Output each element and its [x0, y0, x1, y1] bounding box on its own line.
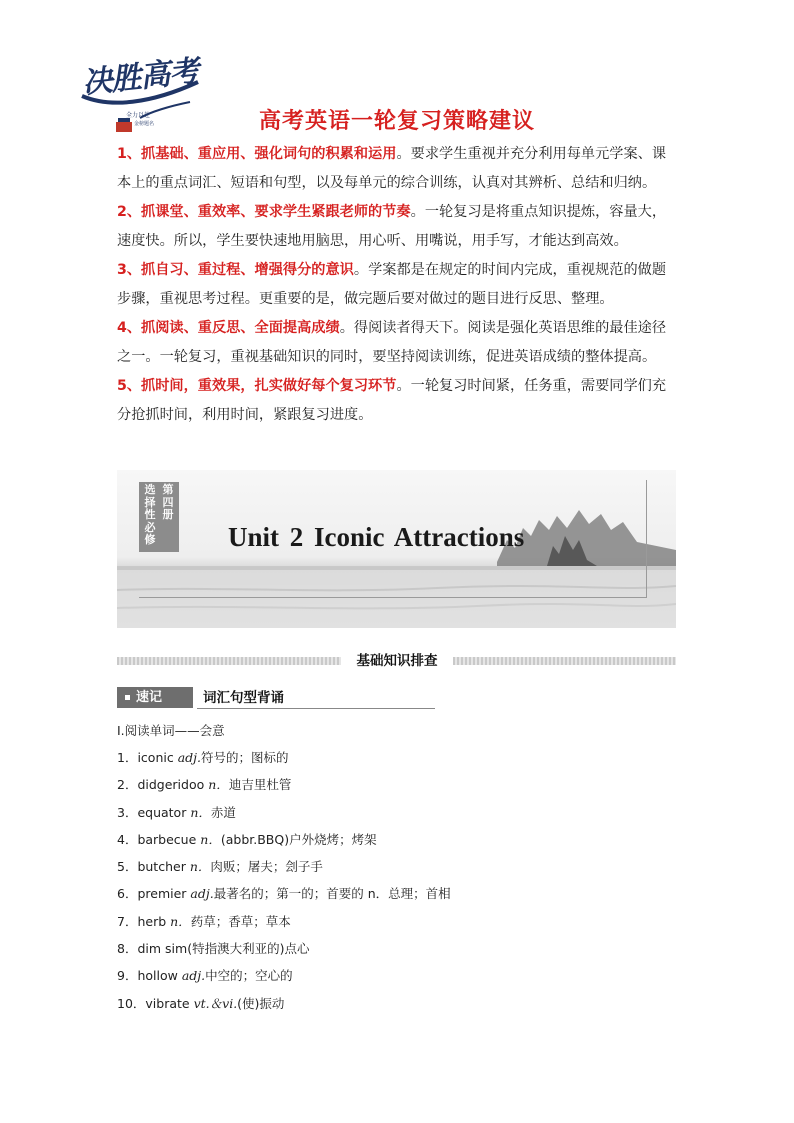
vocab-pos: adj.	[181, 968, 206, 984]
strategy-text: 。一轮复习是将重点知识提炼，容量大，速度快。所以，学生要快速地用脑思，用心听、用嘴说，用手写，才能达到高效。	[117, 204, 667, 249]
vocab-pos: n．	[190, 804, 211, 820]
vocab-number: 5．	[117, 859, 138, 875]
book-tag	[139, 482, 179, 552]
unit-title: Unit 2 Iconic Attractions	[228, 522, 525, 552]
strategy-list	[117, 140, 680, 430]
vocab-word: hollow	[137, 968, 182, 984]
vocab-meaning: (使)振动	[237, 995, 285, 1011]
vocab-pos: n．	[200, 831, 221, 847]
vocab-number: 3．	[117, 804, 138, 820]
book-tag-volume: 第四册	[162, 483, 174, 521]
strategy-item	[117, 140, 680, 198]
vocab-word: didgeridoo	[137, 777, 209, 793]
strategy-text: 。一轮复习时间紧，任务重，需要同学们充分抢抓时间，利用时间，紧跟复习进度。	[117, 378, 667, 423]
vocab-heading: Ⅰ.阅读单词——会意	[117, 723, 225, 738]
vocab-word: iconic	[137, 750, 178, 765]
vocab-word: herb	[137, 913, 171, 929]
vocab-number: 8．	[117, 941, 138, 957]
strategy-item	[117, 314, 680, 372]
vocab-pos: n．	[170, 913, 191, 929]
strategy-highlight: 2、抓课堂、重效率、要求学生紧跟老师的节奏	[117, 204, 411, 220]
logo-slogan-1: 全力以赴	[126, 112, 151, 119]
subsection-header	[117, 686, 435, 710]
vocab-item	[117, 966, 677, 993]
square-bullet-icon	[125, 695, 130, 700]
subsection-badge	[117, 687, 193, 708]
vocab-pos: n．	[189, 859, 211, 875]
vocab-item	[117, 994, 677, 1021]
vocab-word: equator	[137, 804, 191, 820]
vocab-pos: vt.＆vi.	[193, 995, 238, 1011]
vocab-pos: n．	[208, 777, 229, 793]
vocab-word: butcher	[137, 859, 190, 875]
vocab-number: 10．	[117, 995, 146, 1011]
vocab-meaning: 赤道	[210, 804, 236, 820]
section-label: 基础知识排查	[341, 651, 453, 671]
strategy-text: 。要求学生重视并充分利用每单元学案、课本上的重点词汇、短语和句型，以及每单元的综合训练，认真对其辨析、总结和归纳。	[117, 146, 667, 191]
vocab-item	[117, 775, 677, 802]
vocab-meaning: (特指澳大利亚的)点心	[187, 941, 310, 957]
strategy-text: 。学案都是在规定的时间内完成，重视规范的做题步骤，重视思考过程。更重要的是，做完题后要对做过的题目进行反思、整理。	[117, 262, 667, 307]
vocab-meaning: 药草；香草；草本	[190, 913, 291, 929]
book-tag-series: 选择性必修	[144, 483, 156, 546]
strategy-highlight: 5、抓时间，重效果，扎实做好每个复习环节	[117, 378, 397, 394]
vocab-item	[117, 939, 677, 966]
vocab-number: 1．	[117, 750, 138, 765]
vocab-word: dim sim	[137, 941, 188, 957]
vocab-item	[117, 830, 677, 857]
vocab-meaning: 中空的；空心的	[205, 968, 293, 984]
strategy-item	[117, 256, 680, 314]
strategy-item	[117, 198, 680, 256]
vocab-list	[117, 748, 677, 1021]
strategy-item	[117, 372, 680, 430]
strategy-highlight: 3、抓自习、重过程、增强得分的意识	[117, 262, 354, 278]
vocab-item	[117, 884, 677, 911]
vocab-number: 4．	[117, 831, 138, 847]
vocab-meaning: 最著名的；第一的；首要的 n．总理；首相	[213, 886, 451, 902]
section-header	[117, 651, 676, 671]
vocab-number: 2．	[117, 777, 138, 793]
subsection-badge-label: 速记	[136, 690, 163, 705]
strategy-highlight: 4、抓阅读、重反思、全面提高成绩	[117, 320, 340, 336]
vocab-item	[117, 748, 677, 775]
vocab-number: 7．	[117, 913, 138, 929]
subsection-title: 词汇句型背诵	[203, 690, 284, 706]
strategy-highlight: 1、抓基础、重应用、强化词句的积累和运用	[117, 146, 397, 162]
vocab-pos: adj.	[177, 750, 201, 765]
vocab-word: vibrate	[145, 995, 194, 1011]
vocab-meaning: (abbr.BBQ)户外烧烤；烤架	[220, 831, 377, 847]
vocab-item	[117, 803, 677, 830]
vocab-number: 6．	[117, 886, 138, 902]
vocab-meaning: 肉贩；屠夫；刽子手	[210, 859, 323, 875]
unit-banner	[117, 470, 676, 628]
page-title: 高考英语一轮复习策略建议	[258, 109, 535, 134]
vocab-word: barbecue	[137, 831, 201, 847]
vocab-item	[117, 912, 677, 939]
logo-slogan-2: 金榜题名	[134, 121, 155, 127]
vocab-item	[117, 857, 677, 884]
logo-text: 决胜高考	[80, 54, 200, 101]
vocab-word: premier	[137, 886, 191, 902]
vocab-meaning: 迪吉里杜管	[228, 777, 292, 793]
vocab-pos: adj.	[190, 886, 214, 902]
vocab-meaning: 符号的；图标的	[201, 750, 289, 765]
subsection-underline	[197, 708, 435, 709]
strategy-text: 。得阅读者得天下。阅读是强化英语思维的最佳途径之一。一轮复习，重视基础知识的同时，要坚持阅读训练，促进英语成绩的整体提高。	[117, 320, 667, 365]
vocab-number: 9．	[117, 968, 138, 984]
